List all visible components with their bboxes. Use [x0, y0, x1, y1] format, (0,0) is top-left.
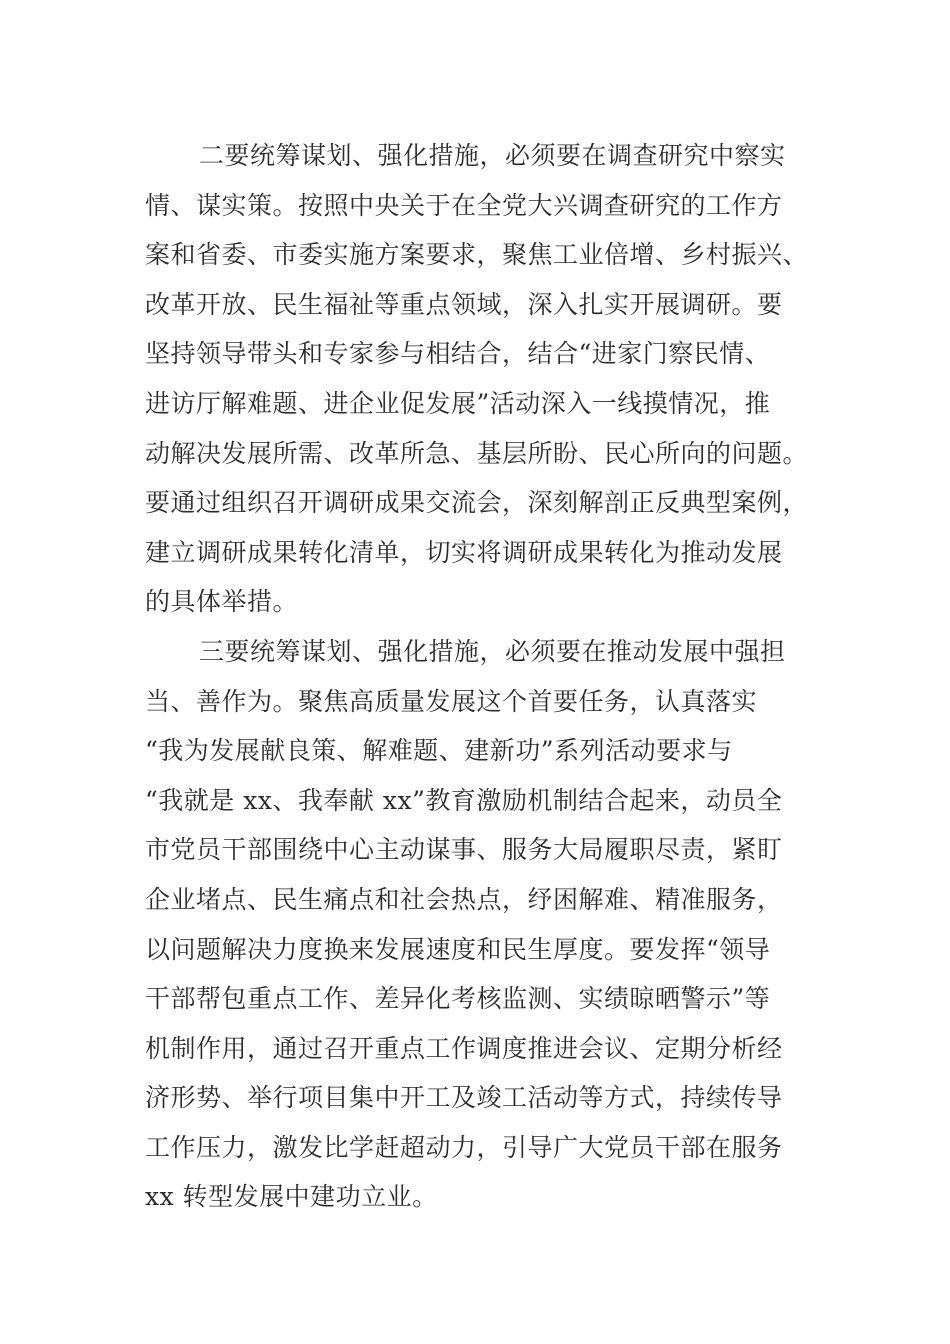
paragraph-line: 企业堵点、民生痛点和社会热点，纾困解难、精准服务， [145, 884, 783, 914]
paragraph-line: 二要统筹谋划、强化措施，必须要在调查研究中察实 [199, 141, 786, 170]
paragraph-line: 情、谋实策。按照中央关于在全党大兴调查研究的工作方 [145, 190, 783, 220]
paragraph-line: 建立调研成果转化清单，切实将调研成果转化为推动发展 [145, 537, 783, 567]
paragraph-line: 以问题解决力度换来发展速度和民生厚度。要发挥“领导 [145, 934, 771, 964]
paragraph-3 [145, 627, 805, 1222]
paragraph-line: 济形势、举行项目集中开工及竣工活动等方式，持续传导 [145, 1083, 783, 1113]
paragraph-line: 改革开放、民生福祉等重点领域，深入扎实开展调研。要 [145, 289, 783, 319]
paragraph-line: 工作压力，激发比学赶超动力，引导广大党员干部在服务 [145, 1132, 783, 1162]
paragraph-line: 要通过组织召开调研成果交流会，深刻解剖正反典型案例， [145, 488, 809, 518]
paragraph-line: 的具体举措。 [145, 587, 299, 617]
paragraph-line: 坚持领导带头和专家参与相结合，结合“进家门察民情、 [145, 339, 771, 369]
paragraph-2 [145, 131, 809, 627]
paragraph-line: 当、善作为。聚焦高质量发展这个首要任务，认真落实 [145, 686, 758, 716]
paragraph-line: xx 转型发展中建功立业。 [145, 1182, 438, 1212]
body-text [145, 131, 809, 1222]
paragraph-line: 进访厅解难题、进企业促发展”活动深入一线摸情况，推 [145, 388, 771, 418]
paragraph-line: 动解决发展所需、改革所急、基层所盼、民心所向的问题。 [145, 438, 809, 468]
paragraph-line: 三要统筹谋划、强化措施，必须要在推动发展中强担 [199, 636, 786, 666]
paragraph-line: 干部帮包重点工作、差异化考核监测、实绩晾晒警示”等 [145, 984, 771, 1014]
paragraph-line: “我为发展献良策、解难题、建新功”系列活动要求与 [145, 736, 733, 766]
paragraph-line: 机制作用，通过召开重点工作调度推进会议、定期分析经 [145, 1033, 783, 1063]
paragraph-line: “我就是 xx、我奉献 xx”教育激励机制结合起来，动员全 [145, 785, 783, 815]
paragraph-line: 市党员干部围绕中心主动谋事、服务大局履职尽责，紧盯 [145, 835, 783, 865]
paragraph-line: 案和省委、市委实施方案要求，聚焦工业倍增、乡村振兴、 [145, 240, 809, 270]
